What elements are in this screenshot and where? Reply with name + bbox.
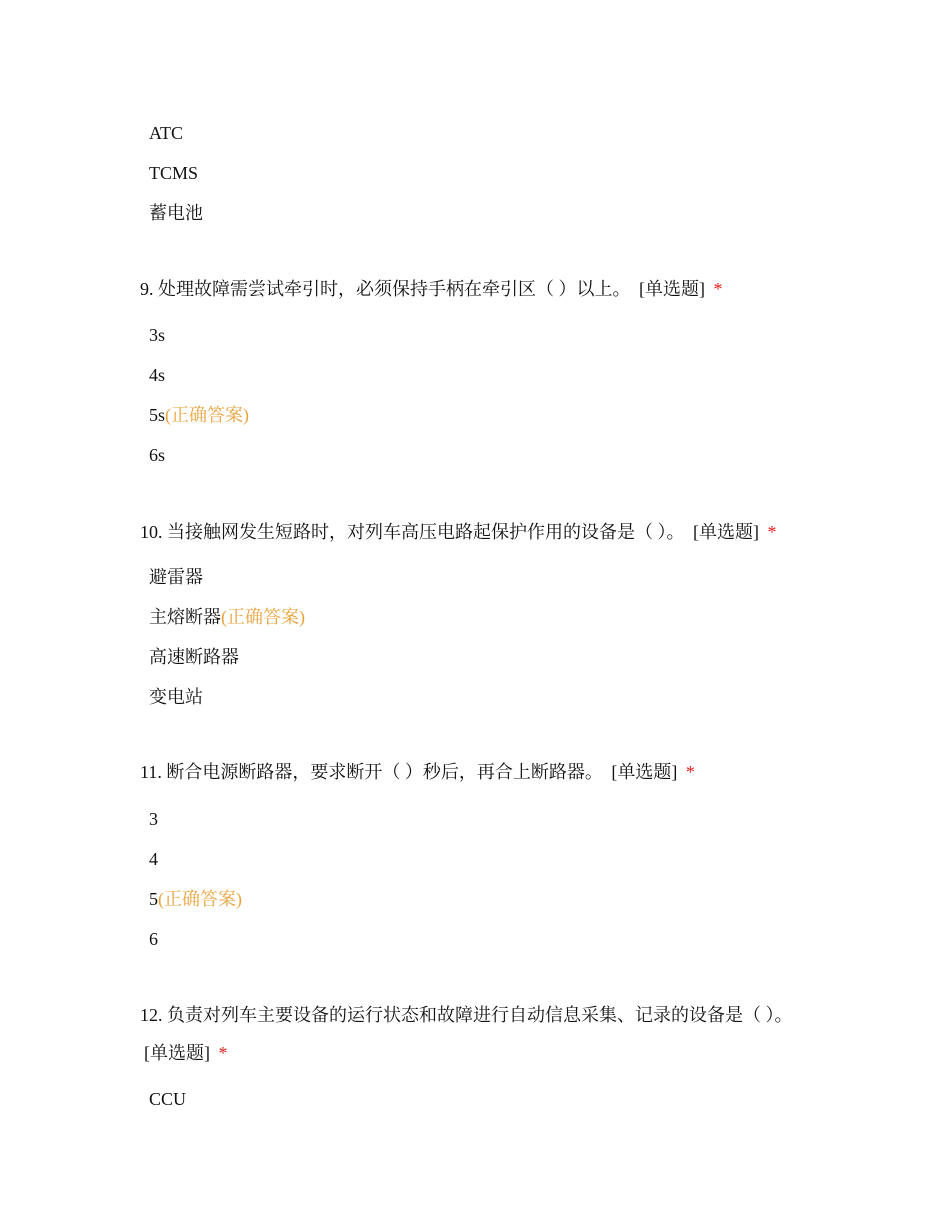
- question-12: [140, 996, 800, 1072]
- q8-options: [149, 113, 203, 233]
- correct-answer-tag: (正确答案): [158, 889, 242, 909]
- option-q9-a: 3s: [149, 325, 166, 345]
- question-number: 9.: [140, 279, 154, 299]
- option-q11-a: 3: [149, 809, 158, 829]
- q9-options: [149, 315, 249, 475]
- option-q10-c: 高速断路器: [149, 647, 239, 667]
- option-q9-c: 5s(正确答案): [149, 405, 250, 425]
- option-q10-d: 变电站: [149, 687, 203, 707]
- option-q8-battery: 蓄电池: [149, 203, 203, 223]
- question-text: 当接触网发生短路时，对列车高压电路起保护作用的设备是（ ）。: [167, 522, 685, 542]
- option-q10-a: 避雷器: [149, 567, 203, 587]
- option-q11-b: 4: [149, 849, 158, 869]
- question-9: [140, 270, 800, 308]
- question-10: [140, 513, 800, 551]
- question-type: [单选题]: [144, 1043, 210, 1063]
- question-number: 10.: [140, 522, 163, 542]
- required-mark: *: [713, 279, 723, 299]
- question-11: [140, 753, 800, 791]
- required-mark: *: [685, 762, 695, 782]
- q12-options: [149, 1079, 186, 1119]
- question-text: 断合电源断路器，要求断开（ ）秒后，再合上断路器。: [166, 762, 603, 782]
- question-number: 12.: [140, 1005, 163, 1025]
- q11-options: [149, 799, 242, 959]
- question-type: [单选题]: [693, 522, 759, 542]
- question-type: [单选题]: [611, 762, 678, 782]
- option-q9-d: 6s: [149, 445, 166, 465]
- question-type: [单选题]: [639, 279, 705, 299]
- option-q10-b: 主熔断器(正确答案): [149, 607, 305, 627]
- required-mark: *: [767, 522, 777, 542]
- correct-answer-tag: (正确答案): [221, 607, 305, 627]
- question-text: 负责对列车主要设备的运行状态和故障进行自动信息采集、记录的设备是（ ）。: [167, 1005, 793, 1025]
- option-q12-a: CCU: [149, 1089, 187, 1109]
- q10-options: [149, 557, 305, 717]
- correct-answer-tag: (正确答案): [165, 405, 250, 425]
- option-q11-c: 5(正确答案): [149, 889, 242, 909]
- option-q8-atc: ATC: [149, 123, 184, 143]
- required-mark: *: [218, 1043, 228, 1063]
- option-q9-b: 4s: [149, 365, 166, 385]
- question-text: 处理故障需尝试牵引时，必须保持手柄在牵引区（ ）以上。: [158, 279, 631, 299]
- option-q8-tcms: TCMS: [149, 163, 199, 183]
- option-q11-d: 6: [149, 929, 158, 949]
- question-number: 11.: [140, 762, 162, 782]
